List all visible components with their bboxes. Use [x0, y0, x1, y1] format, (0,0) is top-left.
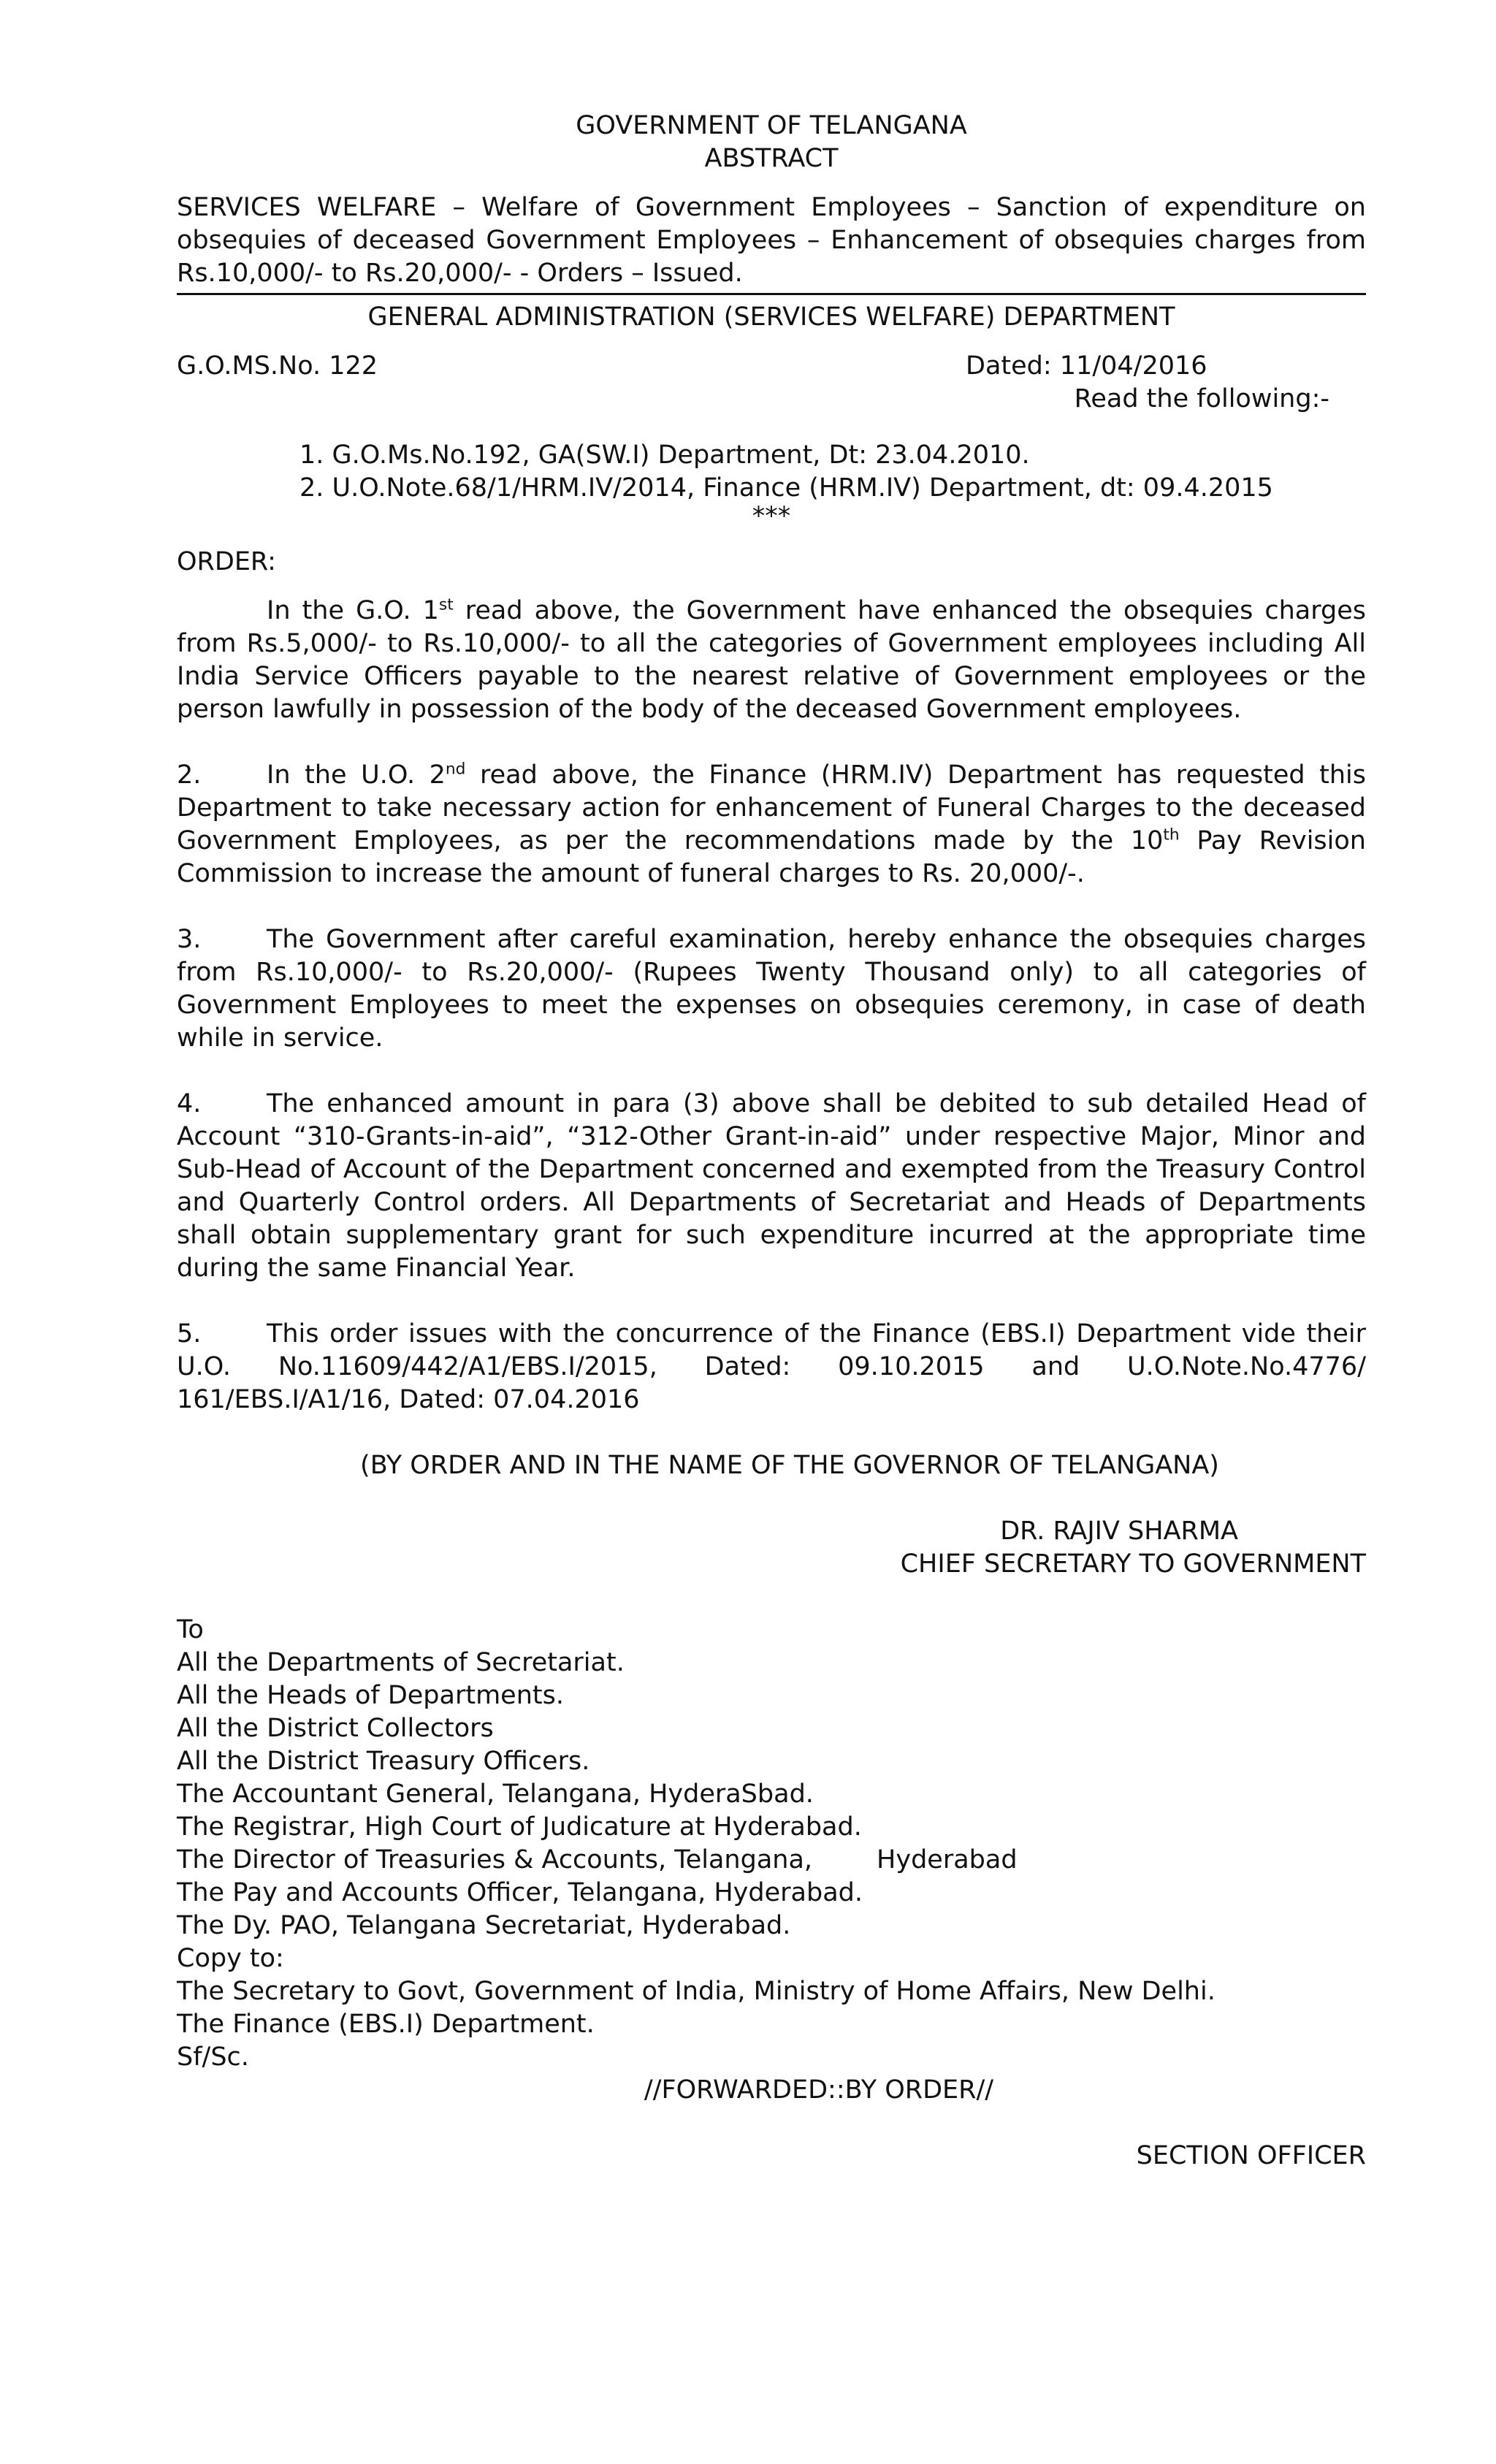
copy-item: Sf/Sc.: [177, 2042, 249, 2072]
recipient-item: The Pay and Accounts Officer, Telangana, Hyderabad.: [177, 1878, 863, 1907]
order-para-1: In the G.O. 1st read above, the Government have enhanced the obsequies charges from Rs.5,000/- to Rs.10,000/- to all the categories of Government employees including All India Service Officers payable to the nearest relative of Government employees or the person lawfully in possession of the body of the deceased Government employees.: [177, 595, 1367, 724]
copy-item: The Finance (EBS.I) Department.: [177, 2010, 595, 2039]
go-number-row: [177, 350, 1366, 383]
order-para-5: 5. This order issues with the concurrence of the Finance (EBS.I) Department vide their U.O. No.11609/442/A1/EBS.I/2015, Dated: 09.10.2015 and U.O.Note.No.4776/ 161/EBS.I/A1/16, Dated: 07.04.2016: [177, 1319, 1366, 1414]
recipient-item: The Registrar, High Court of Judicature at Hyderabad.: [177, 1812, 862, 1842]
document-page: [177, 0, 1366, 2173]
go-number: G.O.MS.No. 122: [177, 351, 378, 381]
order-para-2: 2. In the U.O. 2nd read above, the Finance (HRM.IV) Department has requested this Department to take necessary action for enhancement of Funeral Charges to the deceased Government Employees, as per the recommendations made by the 10th Pay Revision Commission to increase the amount of funeral charges to Rs. 20,000/-.: [177, 760, 1366, 888]
signatory-name: DR. RAJIV SHARMA: [1000, 1517, 1238, 1546]
reference-list: [177, 439, 1366, 505]
subject-text: SERVICES WELFARE – Welfare of Government Employees – Sanction of expenditure on obsequies of deceased Government Employees – Enhancement of obsequies charges from Rs.10,000/- to Rs.20,000/- - Orders – Issued.: [177, 193, 1366, 288]
recipient-item: All the Heads of Departments.: [177, 1681, 564, 1710]
department-heading: GENERAL ADMINISTRATION (SERVICES WELFARE) DEPARTMENT: [367, 302, 1175, 332]
recipient-item: The Accountant General, Telangana, HyderaSbad.: [177, 1780, 814, 1809]
by-order-line: (BY ORDER AND IN THE NAME OF THE GOVERNOR OF TELANGANA): [360, 1451, 1219, 1480]
read-following: Read the following:-: [1074, 384, 1329, 413]
separator-stars: ***: [752, 502, 791, 531]
section-officer: SECTION OFFICER: [1136, 2141, 1366, 2170]
recipient-item: All the District Collectors: [177, 1714, 494, 1743]
recipient-item: The Director of Treasuries & Accounts, Telangana, Hyderabad: [177, 1845, 1018, 1874]
order-para-4: 4. The enhanced amount in para (3) above shall be debited to sub detailed Head of Account “310-Grants-in-aid”, “312-Other Grant-in-aid” under respective Major, Minor and Sub-Head of Account of the Department concerned and exempted from the Treasury Control and Quarterly Control orders. All Departments of Secretariat and Heads of Departments shall obtain supplementary grant for such expenditure incurred at the appropriate time during the same Financial Year.: [177, 1089, 1366, 1283]
to-label: To: [177, 1615, 204, 1644]
reference-item: 1. G.O.Ms.No.192, GA(SW.I) Department, Dt: 23.04.2010.: [299, 440, 1030, 470]
forwarded-line: //FORWARDED::BY ORDER//: [644, 2075, 994, 2105]
order-para-3: 3. The Government after careful examination, hereby enhance the obsequies charges from Rs.10,000/- to Rs.20,000/- (Rupees Twenty Thousand only) to all categories of Government Employees to meet the expenses on obsequies ceremony, in case of death while in service.: [177, 925, 1366, 1053]
go-date: Dated: 11/04/2016: [966, 351, 1207, 381]
recipient-item: The Dy. PAO, Telangana Secretariat, Hyderabad.: [177, 1911, 791, 1940]
distribution-list: [177, 1614, 1366, 2074]
reference-item: 2. U.O.Note.68/1/HRM.IV/2014, Finance (HRM.IV) Department, dt: 09.4.2015: [299, 473, 1273, 503]
recipient-item: All the District Treasury Officers.: [177, 1747, 590, 1776]
recipient-item: All the Departments of Secretariat.: [177, 1648, 625, 1677]
signatory-title: CHIEF SECRETARY TO GOVERNMENT: [900, 1549, 1366, 1579]
copy-to-label: Copy to:: [177, 1944, 284, 1973]
abstract-heading: ABSTRACT: [704, 144, 839, 173]
government-heading: GOVERNMENT OF TELANGANA: [576, 111, 967, 140]
order-label: ORDER:: [177, 547, 276, 576]
copy-item: The Secretary to Govt, Government of India, Ministry of Home Affairs, New Delhi.: [177, 1977, 1216, 2006]
